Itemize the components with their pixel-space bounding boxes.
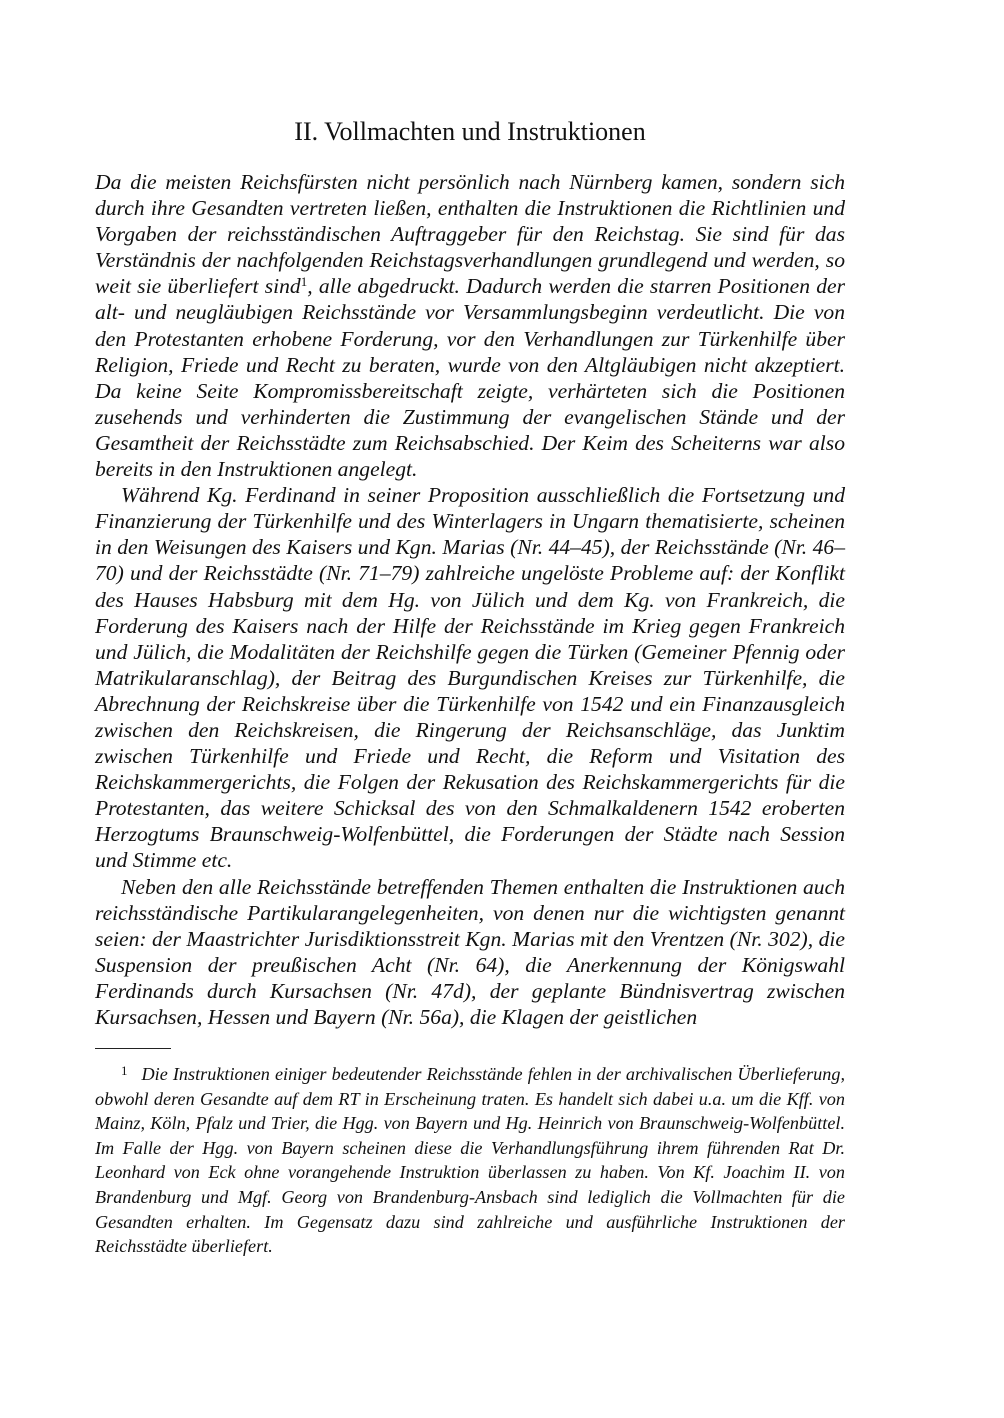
paragraph-1 (95, 169, 845, 482)
footnote-divider (95, 1048, 171, 1049)
footnote-text: Die Instruktionen einiger bedeutender Reichsstände fehlen in der archivalischen Überlieferung, obwohl deren Gesandte auf dem RT in Erscheinung traten. Es handelt sich dabei u.a. um die Kff. von Mainz, Köln, Pfalz und Trier, die Hgg. von Bayern und Hg. Heinrich von Braunschweig-Wolfenbüttel. Im Falle der Hgg. von Bayern scheinen diese die Verhandlungsführung ihrem führenden Rat Dr. Leonhard von Eck ohne vorangehende Instruktion überlassen zu haben. Von Kf. Joachim II. von Brandenburg und Mgf. Georg von Brandenburg-Ansbach sind lediglich die Vollmachten für die Gesandten erhalten. Im Gegensatz dazu sind zahlreiche und ausführliche Instruktionen der Reichsstädte überliefert. (95, 1064, 845, 1257)
paragraph-1-text-a: Da die meisten Reichsfürsten nicht persönlich nach Nürnberg kamen, sondern sich durch ihre Gesandten vertreten ließen, enthalten die Instruktionen die Richtlinien und Vorgaben der reichsständischen Auftraggeber für den Reichstag. Sie sind für das Verständnis der nachfolgenden Reichstagsverhandlungen grundlegend und werden, so weit sie überliefert sind (95, 170, 845, 299)
footnote-number: 1 (121, 1063, 128, 1079)
footnote (95, 1059, 845, 1259)
section-title: II. Vollmachten und Instruktionen (294, 117, 646, 146)
paragraph-1-text-b: , alle abgedruckt. Dadurch werden die starren Positionen der alt- und neugläubigen Reichsstände vor Versammlungsbeginn verdeutlicht. Die von den Protestanten erhobene Forderung, vor den Verhandlungen zur Türkenhilfe über Religion, Friede und Recht zu beraten, wurde von den Altgläubigen nicht akzeptiert. Da keine Seite Kompromissbereitschaft zeigte, verhärteten sich die Positionen zusehends und verhinderten die Zustimmung der evangelischen Stände und der Gesamtheit der Reichsstädte zum Reichsabschied. Der Keim des Scheiterns war also bereits in den Instruktionen angelegt. (95, 274, 845, 482)
footnote-reference[interactable]: 1 (300, 274, 308, 290)
paragraph-3: Neben den alle Reichsstände betreffenden Themen enthalten die Instruktionen auch reichsständische Partikularangelegenheiten, von denen nur die wichtigsten genannt seien: der Maastrichter Jurisdiktionsstreit Kgn. Marias mit den Vrentzen (Nr. 302), die Suspension der preußischen Acht (Nr. 64), die Anerkennung der Königswahl Ferdinands durch Kursachsen (Nr. 47d), der geplante Bündnisvertrag zwischen Kursachsen, Hessen und Bayern (Nr. 56a), die Klagen der geistlichen (95, 874, 845, 1029)
paragraph-2: Während Kg. Ferdinand in seiner Proposition ausschließlich die Fortsetzung und Finanzierung der Türkenhilfe und des Winterlagers in Ungarn thematisierte, scheinen in den Weisungen des Kaisers und Kgn. Marias (Nr. 44–45), der Reichsstände (Nr. 46–70) und der Reichsstädte (Nr. 71–79) zahlreiche ungelöste Probleme auf: der Konflikt des Hauses Habsburg mit dem Hg. von Jülich und dem Kg. von Frankreich, die Forderung des Kaisers nach der Hilfe der Reichsstände im Krieg gegen Frankreich und Jülich, die Modalitäten der Reichshilfe gegen die Türken (Gemeiner Pfennig oder Matrikularanschlag), der Beitrag des Burgundischen Kreises zur Türkenhilfe, die Abrechnung der Reichskreise über die Türkenhilfe von 1542 und ein Finanzausgleich zwischen den Reichskreisen, die Ringerung der Reichsanschläge, das Junktim zwischen Türkenhilfe und Friede und Recht, die Reform und Visitation des Reichskammergerichts, die Folgen der Rekusation des Reichskammergerichts für die Protestanten, das weitere Schicksal des von den Schmalkaldenern 1542 eroberten Herzogtums Braunschweig-Wolfenbüttel, die Forderungen der Städte nach Session und Stimme etc. (95, 483, 845, 873)
document-page (95, 112, 845, 1259)
